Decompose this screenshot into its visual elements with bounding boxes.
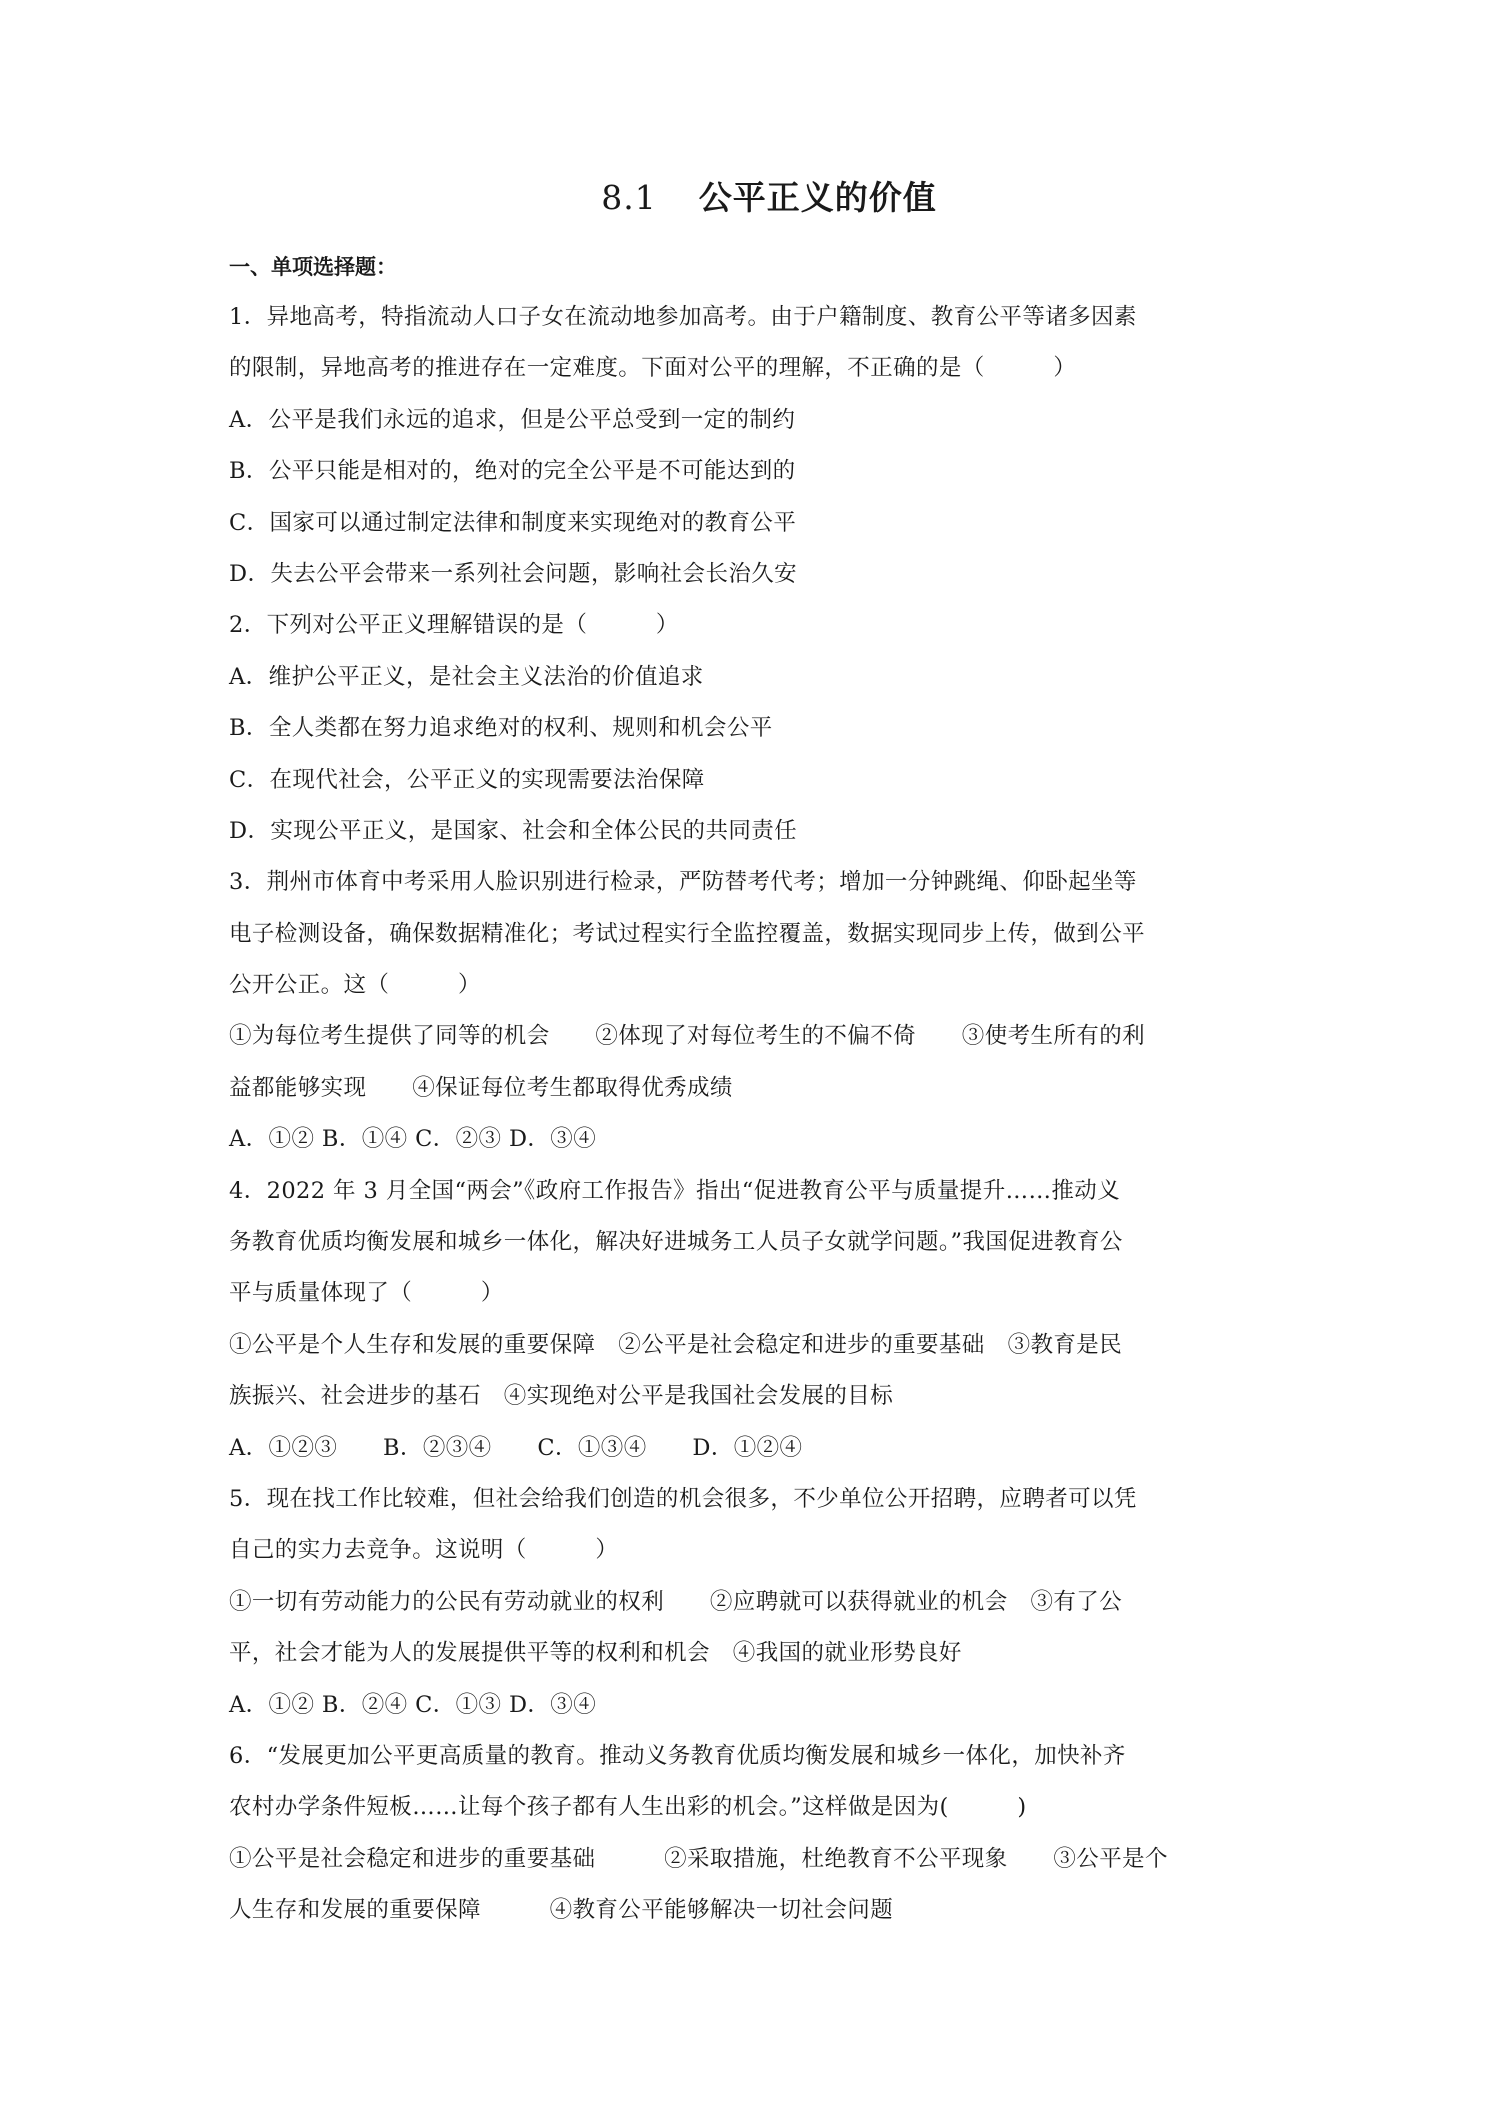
- text-line: 2．下列对公平正义理解错误的是（ ）: [229, 612, 679, 639]
- page-title: [229, 176, 1269, 220]
- text-line: B．公平只能是相对的，绝对的完全公平是不可能达到的: [229, 458, 796, 485]
- text-line: 益都能够实现 ④保证每位考生都取得优秀成绩: [229, 1074, 733, 1101]
- text-line: A．①② B．②④ C．①③ D．③④: [229, 1691, 597, 1718]
- text-line: 务教育优质均衡发展和城乡一体化，解决好进城务工人员子女就学问题。”我国促进教育公: [229, 1229, 1123, 1256]
- text-line: A．公平是我们永远的追求，但是公平总受到一定的制约: [229, 406, 796, 433]
- text-line: 5．现在找工作比较难，但社会给我们创造的机会很多，不少单位公开招聘，应聘者可以凭: [229, 1485, 1137, 1512]
- text-line: 平，社会才能为人的发展提供平等的权利和机会 ④我国的就业形势良好: [229, 1640, 962, 1667]
- text-line: A．维护公平正义，是社会主义法治的价值追求: [229, 663, 704, 690]
- text-line: 自己的实力去竞争。这说明（ ）: [229, 1537, 619, 1564]
- text-line: 的限制，异地高考的推进存在一定难度。下面对公平的理解，不正确的是（ ）: [229, 355, 1077, 382]
- text-line: 4．2022 年 3 月全国“两会”《政府工作报告》指出“促进教育公平与质量提升……推动义: [229, 1177, 1121, 1204]
- text-line: 族振兴、社会进步的基石 ④实现绝对公平是我国社会发展的目标: [229, 1383, 894, 1410]
- title-number: 8.1: [601, 178, 657, 217]
- text-line: ①为每位考生提供了同等的机会 ②体现了对每位考生的不偏不倚 ③使考生所有的利: [229, 1023, 1146, 1050]
- text-line: ①公平是社会稳定和进步的重要基础 ②采取措施，杜绝教育不公平现象 ③公平是个: [229, 1845, 1168, 1872]
- text-line: ①一切有劳动能力的公民有劳动就业的权利 ②应聘就可以获得就业的机会 ③有了公: [229, 1588, 1123, 1615]
- text-line: 平与质量体现了（ ）: [229, 1280, 504, 1307]
- text-line: A．①②③ B．②③④ C．①③④ D．①②④: [229, 1434, 803, 1461]
- document-page: [229, 176, 1269, 1937]
- text-line: 6．“发展更加公平更高质量的教育。推动义务教育优质均衡发展和城乡一体化，加快补齐: [229, 1742, 1126, 1769]
- text-line: B．全人类都在努力追求绝对的权利、规则和机会公平: [229, 715, 773, 742]
- section-heading: 一、单项选择题：: [229, 254, 397, 279]
- text-line: C．在现代社会，公平正义的实现需要法治保障: [229, 766, 705, 793]
- text-line: ①公平是个人生存和发展的重要保障 ②公平是社会稳定和进步的重要基础 ③教育是民: [229, 1331, 1123, 1358]
- question-list: [229, 292, 1269, 1937]
- title-text: 公平正义的价值: [698, 178, 937, 217]
- text-line: 3．荆州市体育中考采用人脸识别进行检录，严防替考代考；增加一分钟跳绳、仰卧起坐等: [229, 869, 1137, 896]
- text-line: 1．异地高考，特指流动人口子女在流动地参加高考。由于户籍制度、教育公平等诸多因素: [229, 304, 1137, 330]
- text-line: A．①② B．①④ C．②③ D．③④: [229, 1126, 597, 1153]
- text-line: D．实现公平正义，是国家、社会和全体公民的共同责任: [229, 817, 798, 844]
- text-line: D．失去公平会带来一系列社会问题，影响社会长治久安: [229, 560, 798, 587]
- text-line: 电子检测设备，确保数据精准化；考试过程实行全监控覆盖，数据实现同步上传，做到公平: [229, 920, 1146, 947]
- text-line: 公开公正。这（ ）: [229, 972, 481, 999]
- text-line: 人生存和发展的重要保障 ④教育公平能够解决一切社会问题: [229, 1897, 894, 1924]
- text-line: C．国家可以通过制定法律和制度来实现绝对的教育公平: [229, 509, 797, 536]
- text-line: 农村办学条件短板……让每个孩子都有人生出彩的机会。”这样做是因为( ): [229, 1794, 1027, 1821]
